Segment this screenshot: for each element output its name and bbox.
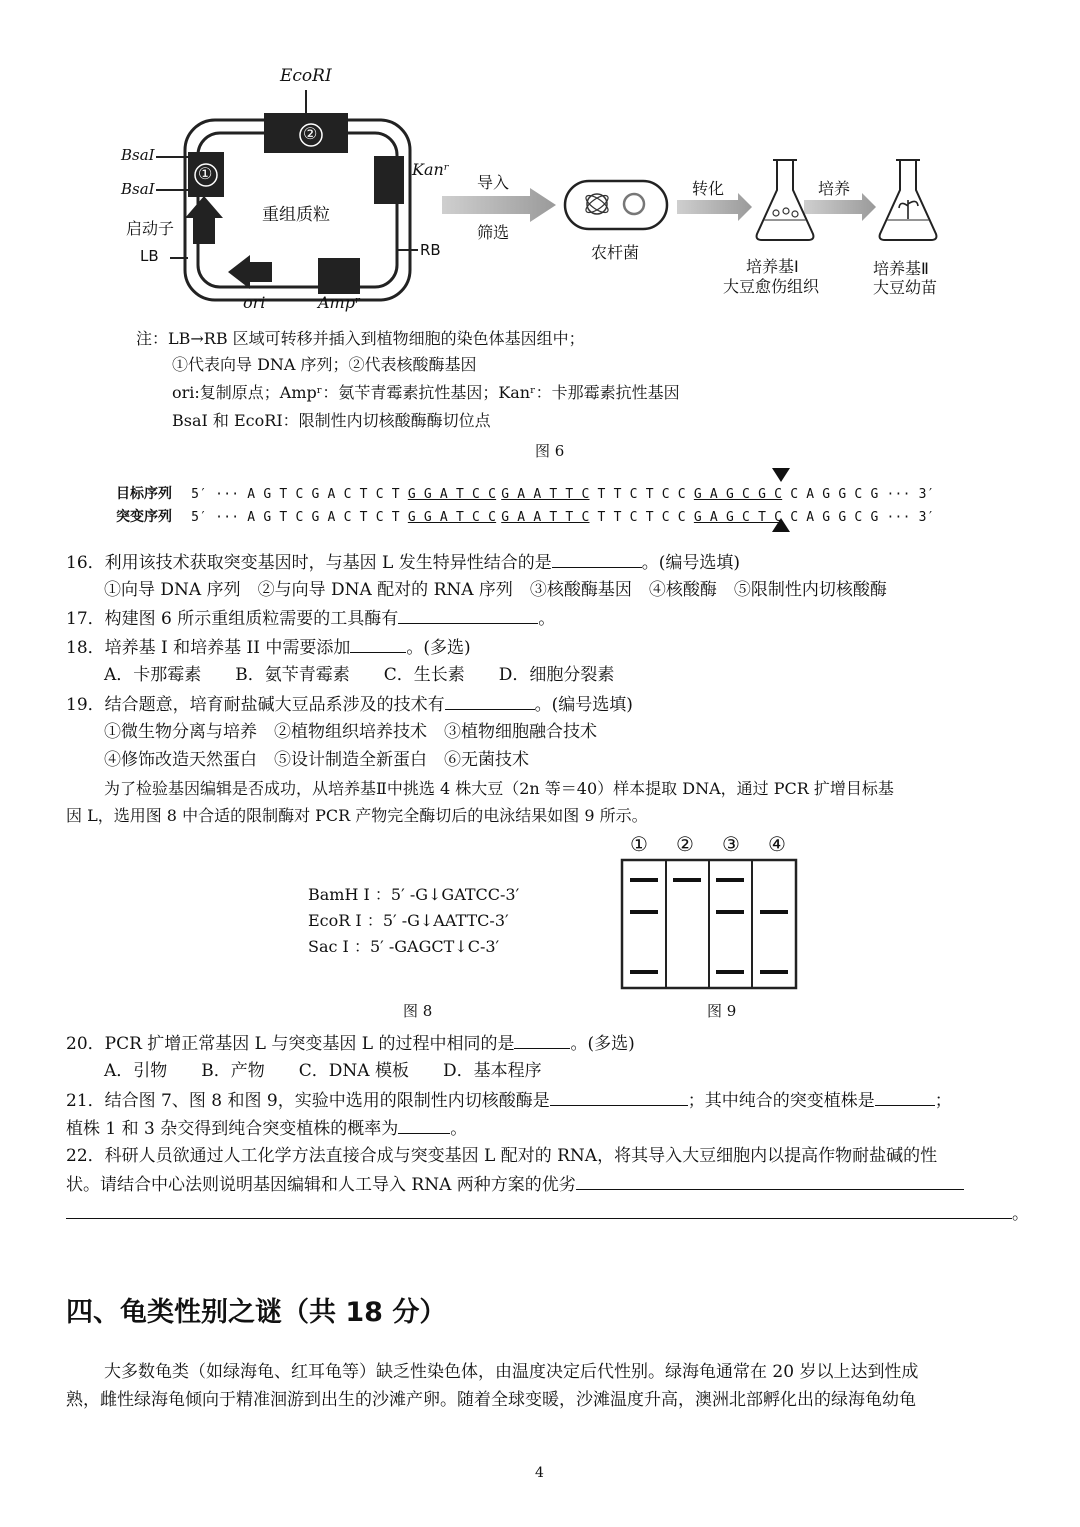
q17-tail: 。 [538, 609, 556, 629]
figure-6-note-4: BsaⅠ 和 EcoRI：限制性内切核酸酶酶切位点 [172, 411, 491, 430]
q16-tail: 。(编号选填) [641, 553, 740, 573]
gel-band [716, 970, 744, 974]
page-number: 4 [535, 1465, 544, 1481]
figure-8-row-saci: Sac Ⅰ ：5′ -GAGCT↓C-3′ [308, 937, 500, 956]
q22-line2: 状。请结合中心法则说明基因编辑和人工导入 RNA 两种方案的优劣 [66, 1175, 576, 1195]
mutant-suffix: C A G G C G ··· 3′ [782, 510, 935, 525]
target-site-cut: G A G C G C [693, 487, 783, 502]
question-18 [66, 636, 471, 659]
mutant-label: 突变序列 [116, 509, 172, 525]
q19-stem: 19．结合题意，培育耐盐碱大豆品系涉及的技术有 [66, 695, 445, 715]
rb-label: RB [420, 241, 441, 259]
target-label: 目标序列 [116, 486, 172, 502]
figure-9-caption: 图 9 [707, 1002, 737, 1020]
target-suffix: C A G G C G ··· 3′ [782, 487, 935, 502]
mutant-site-bamhi: G G A T C C [407, 510, 497, 525]
mutant-prefix: 5′ ··· A G T C G A C T C T [191, 510, 408, 525]
q21-answer-blank-2[interactable] [875, 1089, 935, 1106]
q16-stem: 16．利用该技术获取突变基因时，与基因 L 发生特异性结合的是 [66, 553, 552, 573]
bsa-label-2: BsaⅠ [121, 180, 155, 198]
q21-answer-blank-1[interactable] [550, 1089, 688, 1106]
q19-options-line-1: ①微生物分离与培养 ②植物组织培养技术 ③植物细胞融合技术 [104, 722, 597, 742]
q20-options: A．引物 B．产物 C．DNA 模板 D．基本程序 [104, 1061, 542, 1081]
box-2-label: ② [303, 124, 318, 143]
paragraph-line-1: 大多数龟类（如绿海龟、红耳龟等）缺乏性染色体，由温度决定后代性别。绿海龟通常在 20 岁以上达到性成 [104, 1362, 919, 1382]
gel-lane-3-label: ③ [722, 832, 740, 856]
question-22-line-3 [66, 1202, 1029, 1225]
target-sequence-row [116, 483, 935, 503]
target-cut-marker [772, 468, 790, 482]
figure-6-note-2: ①代表向导 DNA 序列；②代表核酸酶基因 [172, 355, 477, 374]
mutant-sequence-row [116, 506, 935, 526]
figure-6-note-1: 注：LB→RB 区域可转移并插入到植物细胞的染色体基因组中； [136, 329, 585, 348]
target-prefix: 5′ ··· A G T C G A C T C T [191, 487, 408, 502]
figure-8-row-bamhi: BamH Ⅰ ：5′ -G↓GATCC-3′ [308, 885, 520, 904]
amp-gene-box [318, 258, 360, 294]
question-20 [66, 1032, 635, 1055]
gel-band [630, 910, 658, 914]
section-title: 四、龟类性别之谜（共 18 分） [66, 1297, 447, 1328]
question-22-line-1: 22．科研人员欲通过人工化学方法直接合成与突变基因 L 配对的 RNA，将其导入大豆细胞内以提高作物耐盐碱的性 [66, 1146, 938, 1166]
agrobacterium-cell [565, 181, 667, 229]
gel-band [673, 878, 701, 882]
amp-label: Ampʳ [318, 293, 361, 312]
q21-line2: 植株 1 和 3 杂交得到纯合突变植株的概率为 [66, 1119, 399, 1139]
question-17 [66, 607, 555, 630]
import-label: 导入 [477, 173, 510, 192]
promoter-arrow [185, 196, 223, 244]
intro-line-2: 因 L，选用图 8 中合适的限制酶对 PCR 产物完全酶切后的电泳结果如图 9 所示。 [66, 806, 648, 825]
q21-answer-blank-3[interactable] [398, 1117, 450, 1134]
q20-answer-blank[interactable] [514, 1032, 570, 1049]
q21-end: ； [934, 1091, 952, 1111]
q19-answer-blank[interactable] [445, 693, 535, 710]
transform-label: 转化 [692, 179, 725, 198]
agrobacterium-label: 农杆菌 [591, 243, 640, 262]
figure-9-gel [620, 858, 800, 990]
q22-tail: 。 [1012, 1204, 1029, 1224]
mutant-site-cut: G A G C T C [693, 510, 783, 525]
gel-lane-2-label: ② [676, 832, 694, 856]
plasmid-label: 重组质粒 [262, 205, 330, 225]
figure-6-caption: 图 6 [535, 442, 565, 460]
gel-lane-1-label: ① [630, 832, 648, 856]
screen-label: 筛选 [477, 223, 510, 242]
medium-1-label: 培养基Ⅰ [746, 257, 799, 276]
q16-answer-blank[interactable] [552, 551, 642, 568]
lb-label: LB [140, 247, 159, 265]
import-arrow [442, 188, 556, 222]
kan-label: Kanʳ [412, 160, 450, 179]
q19-tail: 。(编号选填) [534, 695, 633, 715]
paragraph-line-2: 熟，雌性绿海龟倾向于精准洄游到出生的沙滩产卵。随着全球变暖，沙滩温度升高，澳洲北部孵化出的绿海龟幼龟 [66, 1390, 916, 1410]
q16-options: ①向导 DNA 序列 ②与向导 DNA 配对的 RNA 序列 ③核酸酶基因 ④核酸酶 ⑤限制性内切核酸酶 [104, 580, 887, 600]
question-19 [66, 693, 633, 716]
q18-options: A．卡那霉素 B．氨苄青霉素 C．生长素 D．细胞分裂素 [104, 665, 615, 685]
q21-tail: 。 [450, 1119, 468, 1139]
gel-band [716, 910, 744, 914]
gel-band [760, 970, 788, 974]
question-16 [66, 551, 740, 574]
culture-label: 培养 [818, 179, 851, 198]
q17-stem: 17．构建图 6 所示重组质粒需要的工具酶有 [66, 609, 399, 629]
q20-tail: 。(多选) [570, 1034, 635, 1054]
q19-options-line-2: ④修饰改造天然蛋白 ⑤设计制造全新蛋白 ⑥无菌技术 [104, 750, 529, 770]
question-22-line-2 [66, 1173, 964, 1196]
target-site-ecori: G A A T T C [501, 487, 590, 502]
seedling-label: 大豆幼苗 [873, 278, 938, 297]
q22-answer-blank-1[interactable] [576, 1173, 964, 1190]
mutant-site-ecori: G A A T T C [501, 510, 590, 525]
intro-line-1: 为了检验基因编辑是否成功，从培养基Ⅱ中挑选 4 株大豆（2n 等＝40）样本提取 DNA，通过 PCR 扩增目标基 [104, 779, 894, 798]
q21-mid: ；其中纯合的突变植株是 [687, 1091, 875, 1111]
box-1-label: ① [198, 164, 213, 183]
gel-band [630, 970, 658, 974]
ori-label: ori [243, 293, 266, 312]
target-site-bamhi: G G A T C C [407, 487, 497, 502]
gel-band [716, 878, 744, 882]
gel-band [630, 878, 658, 882]
callus-label: 大豆愈伤组织 [723, 277, 820, 296]
kan-gene-box [374, 156, 404, 204]
question-21 [66, 1089, 952, 1112]
q18-stem: 18．培养基 I 和培养基 II 中需要添加 [66, 638, 351, 658]
figure-6-note-3: ori:复制原点；Ampʳ：氨苄青霉素抗性基因；Kanʳ：卡那霉素抗性基因 [172, 383, 680, 402]
figure-8-caption: 图 8 [403, 1002, 433, 1020]
mutant-middle: T T C T C C [589, 510, 694, 525]
q21-stem: 21．结合图 7、图 8 和图 9，实验中选用的限制性内切核酸酶是 [66, 1091, 550, 1111]
ecori-label: EcoRI [280, 66, 332, 86]
q22-answer-blank-2[interactable] [66, 1202, 1012, 1219]
target-middle: T T C T C C [589, 487, 694, 502]
q20-stem: 20．PCR 扩增正常基因 L 与突变基因 L 的过程中相同的是 [66, 1034, 515, 1054]
medium-2-label: 培养基Ⅱ [873, 259, 929, 278]
promoter-label: 启动子 [126, 219, 175, 238]
q17-answer-blank[interactable] [398, 607, 538, 624]
figure-8-row-ecori: EcoR Ⅰ ：5′ -G↓AATTC-3′ [308, 911, 509, 930]
gel-lane-4-label: ④ [768, 832, 786, 856]
q18-answer-blank[interactable] [350, 636, 406, 653]
ori-arrow [228, 255, 272, 289]
q18-tail: 。(多选) [406, 638, 471, 658]
bsa-label-1: BsaⅠ [121, 146, 155, 164]
gel-band [760, 910, 788, 914]
question-21-line-2 [66, 1117, 467, 1140]
